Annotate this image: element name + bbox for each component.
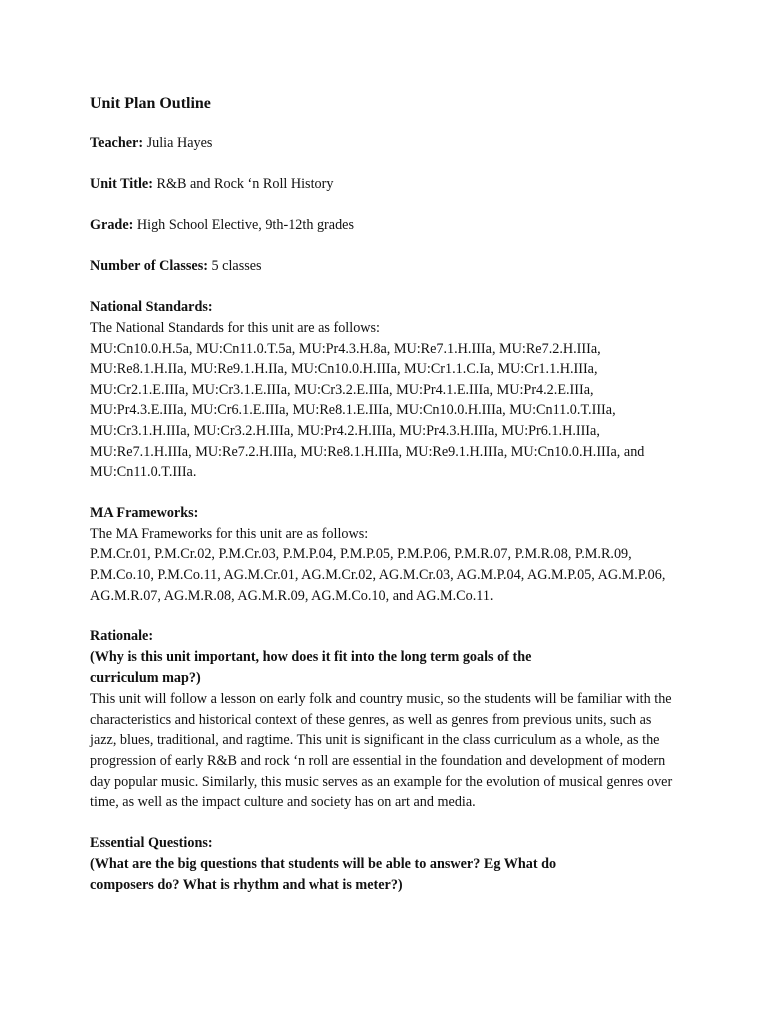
national-standards-list: MU:Cn10.0.H.5a, MU:Cn11.0.T.5a, MU:Pr4.3.H.8a, MU:Re7.1.H.IIIa, MU:Re7.2.H.IIIa, MU:Re8.1.H.IIa, MU:Re9.1.H.IIa, MU:Cn10.0.H.IIIa, MU:Cr1.1.C.Ia, MU:Cr1.1.H.IIIa, MU:Cr2.1.E.IIIa, MU:Cr3.1.E.IIIa, MU:Cr3.2.E.IIIa, MU:Pr4.1.E.IIIa, MU:Pr4.2.E.IIIa, MU:Pr4.3.E.IIIa, MU:Cr6.1.E.IIIa, MU:Re8.1.E.IIIa, MU:Cn10.0.H.IIIa, MU:Cn11.0.T.IIIa, MU:Cr3.1.H.IIIa, MU:Cr3.2.H.IIIa, MU:Pr4.2.H.IIIa, MU:Pr4.3.H.IIIa, MU:Pr6.1.H.IIIa, MU:Re7.1.H.IIIa, MU:Re7.2.H.IIIa, MU:Re8.1.H.IIIa, MU:Re9.1.H.IIIa, MU:Cn10.0.H.IIIa, and MU:Cn11.0.T.IIIa. [90, 340, 645, 481]
grade-label: Grade: [90, 217, 134, 233]
ma-frameworks-heading: MA Frameworks: [90, 504, 199, 521]
grade-field [90, 215, 678, 236]
unit-title-field [90, 174, 678, 195]
rationale-heading: Rationale: [90, 628, 154, 645]
teacher-field [90, 133, 678, 154]
national-standards-intro: The National Standards for this unit are as follows: [90, 320, 380, 336]
national-standards-heading: National Standards: [90, 299, 213, 315]
essential-questions-section [90, 833, 678, 896]
rationale-body: This unit will follow a lesson on early folk and country music, so the students will be familiar with the characteristics and historical context of these genres, as well as genres from previous units, such as jazz, blues, traditional, and ragtime. This unit is significant in the class curriculum as a whole, as the progression of early R&B and rock ‘n roll are essential in the foundation and development of modern day popular music. Similarly, this music serves as an example for the evolution of musical genres over time, as well as the impact culture and society has on art and media. [90, 691, 673, 811]
number-of-classes-value: 5 classes [211, 258, 262, 274]
rationale-prompt: (Why is this unit important, how does it fit into the long term goals of the curriculum map?) [90, 649, 532, 687]
grade-value: High School Elective, 9th-12th grades [136, 217, 354, 233]
essential-questions-heading: Essential Questions: [90, 834, 213, 851]
number-of-classes-label: Number of Classes: [90, 258, 208, 274]
unit-title-value: R&B and Rock ‘n Roll History [156, 176, 334, 192]
teacher-value: Julia Hayes [146, 135, 213, 151]
unit-title-label: Unit Title: [90, 176, 153, 192]
national-standards-section [90, 297, 678, 483]
essential-questions-prompt: (What are the big questions that students will be able to answer? Eg What do composers do? What is rhythm and what is meter?) [90, 855, 557, 893]
teacher-label: Teacher: [90, 135, 144, 151]
ma-frameworks-intro: The MA Frameworks for this unit are as follows: [90, 525, 369, 542]
ma-frameworks-list: P.M.Cr.01, P.M.Cr.02, P.M.Cr.03, P.M.P.04, P.M.P.05, P.M.P.06, P.M.R.07, P.M.R.08, P.M.R.09, P.M.Co.10, P.M.Co.11, AG.M.Cr.01, AG.M.Cr.02, AG.M.Cr.03, AG.M.P.04, AG.M.P.05, AG.M.P.06, AG.M.R.07, AG.M.R.08, AG.M.R.09, AG.M.Co.10, and AG.M.Co.11. [90, 546, 666, 604]
ma-frameworks-section [90, 503, 678, 606]
document-title: Unit Plan Outline [90, 95, 211, 112]
rationale-section [90, 626, 678, 813]
number-of-classes-field [90, 256, 678, 277]
